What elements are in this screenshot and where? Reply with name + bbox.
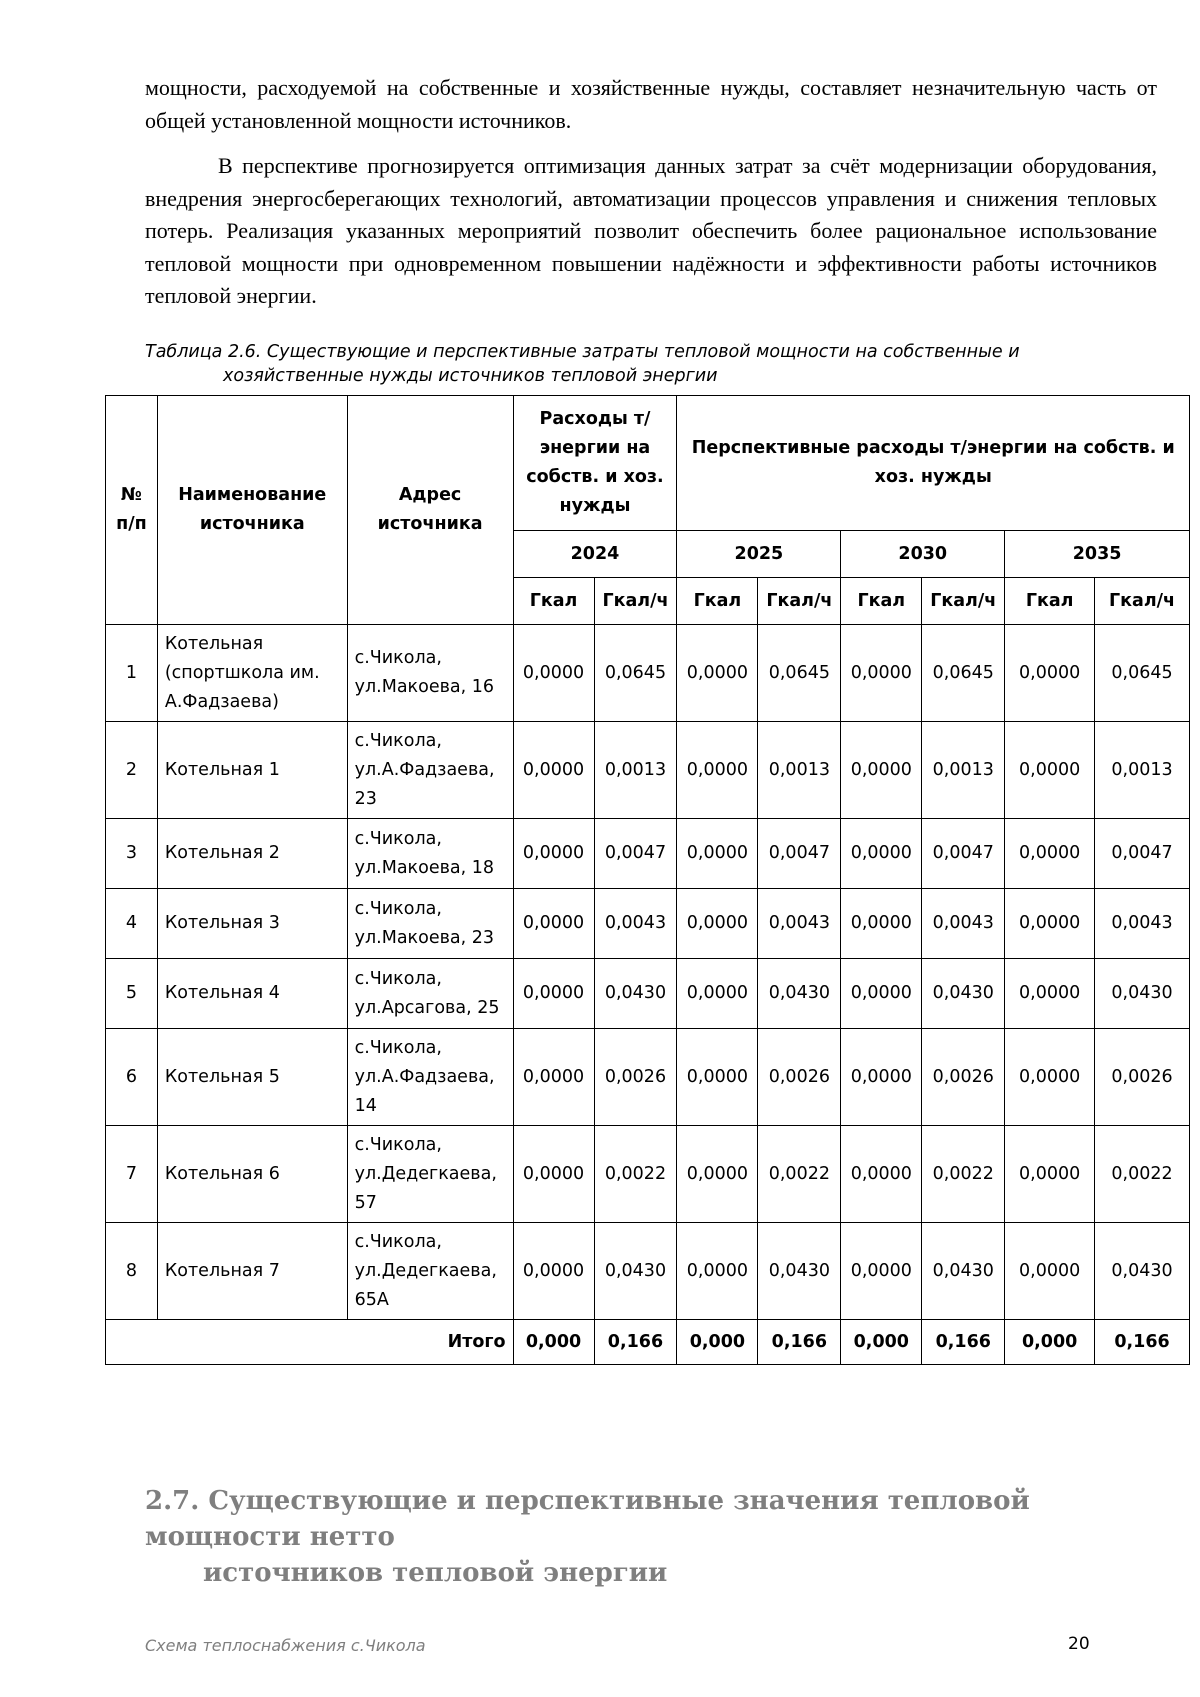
value-cell: 0,0000 bbox=[1005, 722, 1095, 819]
value-cell: 0,0000 bbox=[513, 722, 594, 819]
value-cell: 0,0000 bbox=[841, 1223, 922, 1320]
table-row bbox=[106, 959, 1190, 1029]
value-cell: 0,0026 bbox=[594, 1029, 677, 1126]
row-number: 5 bbox=[106, 959, 158, 1029]
source-address: с.Чикола, ул.Макоева, 18 bbox=[347, 819, 513, 889]
total-cell: 0,000 bbox=[1005, 1320, 1095, 1365]
table-row bbox=[106, 722, 1190, 819]
value-cell: 0,0000 bbox=[841, 1029, 922, 1126]
table-caption-line-2: хозяйственные нужды источников тепловой энергии bbox=[223, 366, 718, 386]
heat-expenses-table bbox=[105, 395, 1190, 1365]
value-cell: 0,0000 bbox=[1005, 819, 1095, 889]
value-cell: 0,0000 bbox=[677, 959, 758, 1029]
value-cell: 0,0000 bbox=[1005, 959, 1095, 1029]
value-cell: 0,0000 bbox=[1005, 1126, 1095, 1223]
header-year-2030: 2030 bbox=[841, 531, 1005, 578]
header-existing-expenses: Расходы т/энергии на собств. и хоз. нужды bbox=[513, 396, 677, 531]
source-name: Котельная 4 bbox=[157, 959, 347, 1029]
value-cell: 0,0013 bbox=[594, 722, 677, 819]
value-cell: 0,0000 bbox=[841, 959, 922, 1029]
header-year-2025: 2025 bbox=[677, 531, 841, 578]
header-unit-gcal: Гкал bbox=[513, 578, 594, 625]
source-address: с.Чикола, ул.А.Фадзаева, 23 bbox=[347, 722, 513, 819]
value-cell: 0,0000 bbox=[677, 889, 758, 959]
table-row bbox=[106, 1223, 1190, 1320]
value-cell: 0,0000 bbox=[1005, 1029, 1095, 1126]
value-cell: 0,0043 bbox=[594, 889, 677, 959]
page-number: 20 bbox=[1068, 1634, 1090, 1654]
value-cell: 0,0430 bbox=[1095, 1223, 1190, 1320]
source-name: Котельная 1 bbox=[157, 722, 347, 819]
value-cell: 0,0000 bbox=[841, 889, 922, 959]
value-cell: 0,0047 bbox=[594, 819, 677, 889]
value-cell: 0,0645 bbox=[922, 625, 1005, 722]
row-number: 8 bbox=[106, 1223, 158, 1320]
header-unit-gcal: Гкал bbox=[677, 578, 758, 625]
value-cell: 0,0000 bbox=[841, 625, 922, 722]
header-source-name: Наименование источника bbox=[157, 396, 347, 625]
total-cell: 0,000 bbox=[841, 1320, 922, 1365]
footer-document-title: Схема теплоснабжения с.Чикола bbox=[145, 1636, 426, 1655]
row-number: 6 bbox=[106, 1029, 158, 1126]
value-cell: 0,0026 bbox=[1095, 1029, 1190, 1126]
table-row bbox=[106, 625, 1190, 722]
value-cell: 0,0026 bbox=[758, 1029, 841, 1126]
value-cell: 0,0000 bbox=[841, 1126, 922, 1223]
row-number: 1 bbox=[106, 625, 158, 722]
header-unit-gcal: Гкал bbox=[1005, 578, 1095, 625]
value-cell: 0,0000 bbox=[677, 722, 758, 819]
row-number: 7 bbox=[106, 1126, 158, 1223]
value-cell: 0,0047 bbox=[758, 819, 841, 889]
value-cell: 0,0430 bbox=[922, 959, 1005, 1029]
value-cell: 0,0000 bbox=[677, 1126, 758, 1223]
value-cell: 0,0047 bbox=[1095, 819, 1190, 889]
source-name: Котельная 3 bbox=[157, 889, 347, 959]
source-address: с.Чикола, ул.Макоева, 23 bbox=[347, 889, 513, 959]
value-cell: 0,0645 bbox=[1095, 625, 1190, 722]
row-number: 2 bbox=[106, 722, 158, 819]
source-name: Котельная 2 bbox=[157, 819, 347, 889]
row-number: 3 bbox=[106, 819, 158, 889]
section-heading bbox=[145, 1483, 1185, 1591]
value-cell: 0,0000 bbox=[677, 1029, 758, 1126]
source-address: с.Чикола, ул.Арсагова, 25 bbox=[347, 959, 513, 1029]
table-caption bbox=[145, 340, 1157, 388]
value-cell: 0,0013 bbox=[758, 722, 841, 819]
table-caption-line-1: Таблица 2.6. Существующие и перспективные затраты тепловой мощности на собственные и bbox=[145, 342, 1020, 362]
source-name: Котельная (спортшкола им. А.Фадзаева) bbox=[157, 625, 347, 722]
value-cell: 0,0000 bbox=[513, 1029, 594, 1126]
value-cell: 0,0000 bbox=[513, 959, 594, 1029]
header-unit-gcalh: Гкал/ч bbox=[922, 578, 1005, 625]
total-cell: 0,166 bbox=[922, 1320, 1005, 1365]
value-cell: 0,0000 bbox=[513, 819, 594, 889]
header-perspective-expenses: Перспективные расходы т/энергии на собств. и хоз. нужды bbox=[677, 396, 1190, 531]
total-cell: 0,166 bbox=[1095, 1320, 1190, 1365]
table-row bbox=[106, 819, 1190, 889]
value-cell: 0,0022 bbox=[758, 1126, 841, 1223]
value-cell: 0,0430 bbox=[758, 1223, 841, 1320]
source-name: Котельная 6 bbox=[157, 1126, 347, 1223]
paragraph-2: В перспективе прогнозируется оптимизация данных затрат за счёт модернизации оборудования, внедрения энергосберегающих технологий, автоматизации процессов управления и снижения тепловых потерь. Реализация указанных мероприятий позволит обеспечить более рациональное использование тепловой мощности при одновременном повышении надёжности и эффективности работы источников тепловой энергии. bbox=[145, 153, 1157, 308]
total-cell: 0,166 bbox=[758, 1320, 841, 1365]
source-address: с.Чикола, ул.Макоева, 16 bbox=[347, 625, 513, 722]
total-label: Итого bbox=[106, 1320, 514, 1365]
value-cell: 0,0022 bbox=[594, 1126, 677, 1223]
value-cell: 0,0645 bbox=[594, 625, 677, 722]
section-heading-line-1: 2.7. Существующие и перспективные значения тепловой мощности нетто bbox=[145, 1486, 1030, 1552]
header-unit-gcalh: Гкал/ч bbox=[1095, 578, 1190, 625]
value-cell: 0,0430 bbox=[758, 959, 841, 1029]
value-cell: 0,0026 bbox=[922, 1029, 1005, 1126]
value-cell: 0,0000 bbox=[677, 819, 758, 889]
value-cell: 0,0000 bbox=[841, 722, 922, 819]
table-row bbox=[106, 889, 1190, 959]
value-cell: 0,0022 bbox=[1095, 1126, 1190, 1223]
value-cell: 0,0430 bbox=[1095, 959, 1190, 1029]
source-name: Котельная 7 bbox=[157, 1223, 347, 1320]
value-cell: 0,0000 bbox=[513, 889, 594, 959]
header-unit-gcal: Гкал bbox=[841, 578, 922, 625]
section-heading-line-2: источников тепловой энергии bbox=[203, 1558, 668, 1588]
value-cell: 0,0047 bbox=[922, 819, 1005, 889]
header-source-address: Адрес источника bbox=[347, 396, 513, 625]
value-cell: 0,0430 bbox=[594, 1223, 677, 1320]
table-row bbox=[106, 1029, 1190, 1126]
source-name: Котельная 5 bbox=[157, 1029, 347, 1126]
value-cell: 0,0645 bbox=[758, 625, 841, 722]
header-year-2035: 2035 bbox=[1005, 531, 1190, 578]
value-cell: 0,0430 bbox=[594, 959, 677, 1029]
value-cell: 0,0022 bbox=[922, 1126, 1005, 1223]
header-year-2024: 2024 bbox=[513, 531, 677, 578]
value-cell: 0,0013 bbox=[922, 722, 1005, 819]
table-row bbox=[106, 1126, 1190, 1223]
source-address: с.Чикола, ул.Дедегкаева, 57 bbox=[347, 1126, 513, 1223]
header-unit-gcalh: Гкал/ч bbox=[594, 578, 677, 625]
source-address: с.Чикола, ул.Дедегкаева, 65А bbox=[347, 1223, 513, 1320]
total-cell: 0,166 bbox=[594, 1320, 677, 1365]
value-cell: 0,0000 bbox=[1005, 1223, 1095, 1320]
value-cell: 0,0043 bbox=[922, 889, 1005, 959]
value-cell: 0,0430 bbox=[922, 1223, 1005, 1320]
paragraph-1: мощности, расходуемой на собственные и хозяйственные нужды, составляет незначительную часть от общей установленной мощности источников. bbox=[145, 75, 1157, 133]
value-cell: 0,0043 bbox=[1095, 889, 1190, 959]
value-cell: 0,0000 bbox=[513, 625, 594, 722]
row-number: 4 bbox=[106, 889, 158, 959]
total-row bbox=[106, 1320, 1190, 1365]
header-unit-gcalh: Гкал/ч bbox=[758, 578, 841, 625]
value-cell: 0,0000 bbox=[1005, 625, 1095, 722]
value-cell: 0,0000 bbox=[677, 1223, 758, 1320]
header-number: № п/п bbox=[106, 396, 158, 625]
value-cell: 0,0000 bbox=[513, 1126, 594, 1223]
value-cell: 0,0000 bbox=[677, 625, 758, 722]
value-cell: 0,0013 bbox=[1095, 722, 1190, 819]
value-cell: 0,0000 bbox=[1005, 889, 1095, 959]
total-cell: 0,000 bbox=[677, 1320, 758, 1365]
value-cell: 0,0000 bbox=[513, 1223, 594, 1320]
value-cell: 0,0043 bbox=[758, 889, 841, 959]
source-address: с.Чикола, ул.А.Фадзаева, 14 bbox=[347, 1029, 513, 1126]
total-cell: 0,000 bbox=[513, 1320, 594, 1365]
value-cell: 0,0000 bbox=[841, 819, 922, 889]
